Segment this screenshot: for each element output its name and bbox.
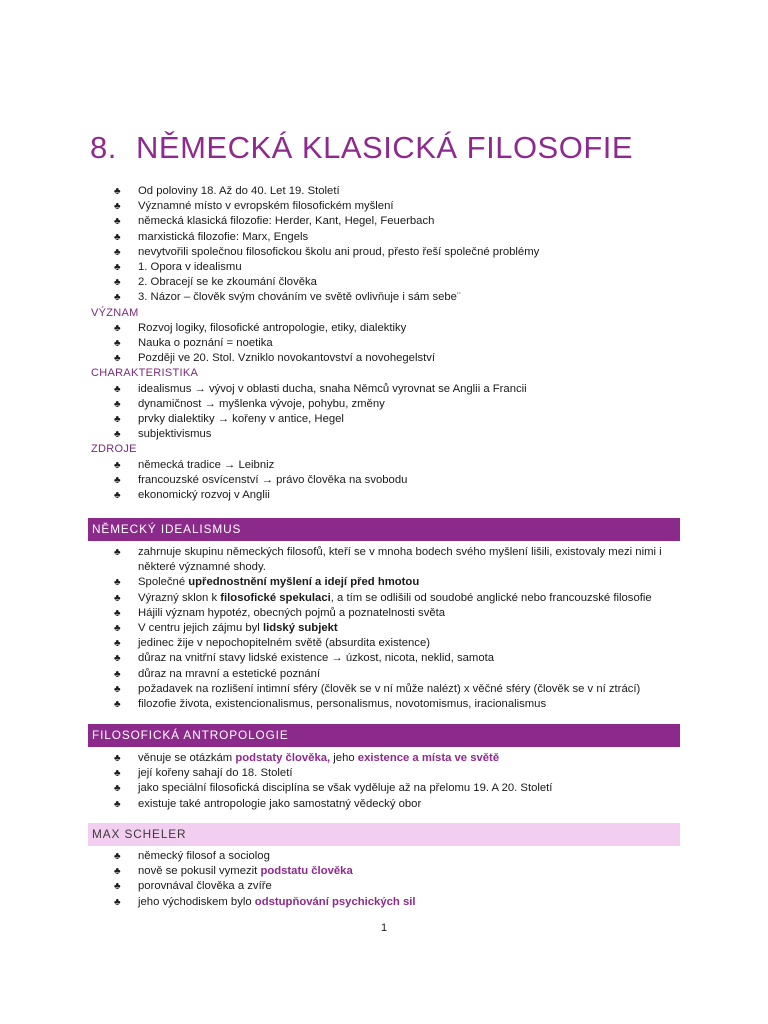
list-item: ♣ důraz na vnitřní stavy lidské existence → úzkost, nicota, neklid, samota (0, 651, 768, 666)
club-bullet-icon: ♣ (114, 216, 121, 228)
list-item: ♣ porovnával člověka a zvíře (0, 879, 768, 894)
intro-list (0, 184, 768, 306)
list-item: ♣ německá klasická filozofie: Herder, Kant, Hegel, Feuerbach (0, 214, 768, 229)
scheler-section (0, 823, 768, 910)
club-bullet-icon: ♣ (114, 383, 121, 395)
subheading-zdroje: ZDROJE (91, 443, 137, 456)
list-item: ♣ jeho východiskem bylo odstupňování psychických sil (0, 895, 768, 910)
list-item: ♣ její kořeny sahají do 18. Století (0, 766, 768, 781)
list-item: ♣ 2. Obracejí se ke zkoumání člověka (0, 275, 768, 290)
subheading-vyznam: VÝZNAM (91, 306, 139, 319)
club-bullet-icon: ♣ (114, 896, 121, 908)
chapter-title-text: NĚMECKÁ KLASICKÁ FILOSOFIE (136, 130, 634, 165)
club-bullet-icon: ♣ (114, 668, 121, 680)
list-item: ♣ požadavek na rozlišení intimní sféry (člověk se v ní může nalézt) x věčné sféry (člověk se v ní ztrácí) (0, 682, 768, 697)
intro-section (0, 184, 768, 503)
club-bullet-icon: ♣ (114, 866, 121, 878)
club-bullet-icon: ♣ (114, 292, 121, 304)
club-bullet-icon: ♣ (114, 429, 121, 441)
antropologie-section (0, 724, 768, 812)
antropologie-list (0, 751, 768, 812)
club-bullet-icon: ♣ (114, 577, 121, 589)
list-item: ♣ dynamičnost → myšlenka vývoje, pohybu, změny (0, 397, 768, 412)
list-item: ♣ Nauka o poznání = noetika (0, 336, 768, 351)
club-bullet-icon: ♣ (114, 459, 121, 471)
club-bullet-icon: ♣ (114, 607, 121, 619)
section-heading-antropologie: FILOSOFICKÁ ANTROPOLOGIE (88, 724, 680, 747)
club-bullet-icon: ♣ (114, 414, 121, 426)
club-bullet-icon: ♣ (114, 798, 121, 810)
club-bullet-icon: ♣ (114, 398, 121, 410)
list-item: ♣ V centru jejich zájmu byl lidský subjekt (0, 621, 768, 636)
club-bullet-icon: ♣ (114, 623, 121, 635)
club-bullet-icon: ♣ (114, 201, 121, 213)
list-item: ♣ marxistická filozofie: Marx, Engels (0, 230, 768, 245)
list-item: ♣ Významné místo v evropském filosofickém myšlení (0, 199, 768, 214)
list-item: ♣ existuje také antropologie jako samostatný vědecký obor (0, 797, 768, 812)
club-bullet-icon: ♣ (114, 246, 121, 258)
list-item: ♣ Hájili význam hypotéz, obecných pojmů a poznatelnosti světa (0, 606, 768, 621)
club-bullet-icon: ♣ (114, 353, 121, 365)
section-heading-scheler: MAX SCHELER (88, 823, 680, 846)
list-item: ♣ prvky dialektiky → kořeny v antice, Hegel (0, 412, 768, 427)
list-item: ♣ idealismus → vývoj v oblasti ducha, snaha Němců vyrovnat se Anglii a Francii (0, 382, 768, 397)
list-item: ♣ důraz na mravní a estetické poznání (0, 667, 768, 682)
list-item: ♣ věnuje se otázkám podstaty člověka, jeho existence a místa ve světě (0, 751, 768, 766)
section-heading-idealismus: NĚMECKÝ IDEALISMUS (88, 518, 680, 541)
club-bullet-icon: ♣ (114, 653, 121, 665)
list-item: ♣ nevytvořili společnou filosofickou školu ani proud, přesto řeší společné problémy (0, 245, 768, 260)
club-bullet-icon: ♣ (114, 592, 121, 604)
list-item: ♣ filozofie života, existencionalismus, personalismus, novotomismus, iracionalismus (0, 697, 768, 712)
list-item: ♣ 1. Opora v idealismu (0, 260, 768, 275)
list-item: ♣ Společné upřednostnění myšlení a idejí před hmotou (0, 575, 768, 590)
club-bullet-icon: ♣ (114, 262, 121, 274)
chapter-title (90, 130, 633, 166)
club-bullet-icon: ♣ (114, 638, 121, 650)
club-bullet-icon: ♣ (114, 547, 121, 558)
vyznam-list (0, 321, 768, 367)
club-bullet-icon: ♣ (114, 186, 121, 197)
club-bullet-icon: ♣ (114, 881, 121, 893)
list-item: ♣ ekonomický rozvoj v Anglii (0, 488, 768, 503)
club-bullet-icon: ♣ (114, 699, 121, 711)
club-bullet-icon: ♣ (114, 851, 121, 862)
list-item: ♣ Rozvoj logiky, filosofické antropologie, etiky, dialektiky (0, 321, 768, 336)
club-bullet-icon: ♣ (114, 768, 121, 780)
list-item: ♣ 3. Názor – člověk svým chováním ve světě ovlivňuje i sám sebe¨ (0, 290, 768, 305)
charakteristika-list (0, 382, 768, 443)
zdroje-list (0, 458, 768, 504)
club-bullet-icon: ♣ (114, 753, 121, 764)
list-item: ♣ Od poloviny 18. Až do 40. Let 19. Století (0, 184, 768, 199)
club-bullet-icon: ♣ (114, 277, 121, 289)
club-bullet-icon: ♣ (114, 490, 121, 502)
list-item: ♣ německý filosof a sociolog (0, 849, 768, 864)
list-item: ♣ nově se pokusil vymezit podstatu člověka (0, 864, 768, 879)
scheler-list (0, 849, 768, 910)
subheading-charakteristika: CHARAKTERISTIKA (91, 367, 199, 380)
club-bullet-icon: ♣ (114, 322, 121, 334)
list-item: ♣ jedinec žije v nepochopitelném světě (absurdita existence) (0, 636, 768, 651)
chapter-number: 8. (90, 130, 117, 165)
list-item: ♣ Výrazný sklon k filosofické spekulaci, a tím se odlišili od soudobé anglické nebo francouzské filosofie (0, 591, 768, 606)
page-number: 1 (380, 922, 388, 934)
list-item: ♣ jako speciální filosofická disciplína se však vyděluje až na přelomu 19. A 20. Století (0, 781, 768, 796)
idealismus-section (0, 518, 768, 712)
list-item: ♣ Později ve 20. Stol. Vzniklo novokantovství a novohegelství (0, 351, 768, 366)
club-bullet-icon: ♣ (114, 683, 121, 695)
list-item: ♣ německá tradice → Leibniz (0, 458, 768, 473)
club-bullet-icon: ♣ (114, 474, 121, 486)
club-bullet-icon: ♣ (114, 338, 121, 350)
list-item: ♣ francouzské osvícenství → právo člověka na svobodu (0, 473, 768, 488)
club-bullet-icon: ♣ (114, 231, 121, 243)
list-item: ♣ subjektivismus (0, 427, 768, 442)
idealismus-list (0, 545, 768, 712)
list-item: ♣ zahrnuje skupinu německých filosofů, kteří se v mnoha bodech svého myšlení lišili, existovaly mezi nimi i některé významné shody. (114, 546, 662, 574)
club-bullet-icon: ♣ (114, 783, 121, 795)
